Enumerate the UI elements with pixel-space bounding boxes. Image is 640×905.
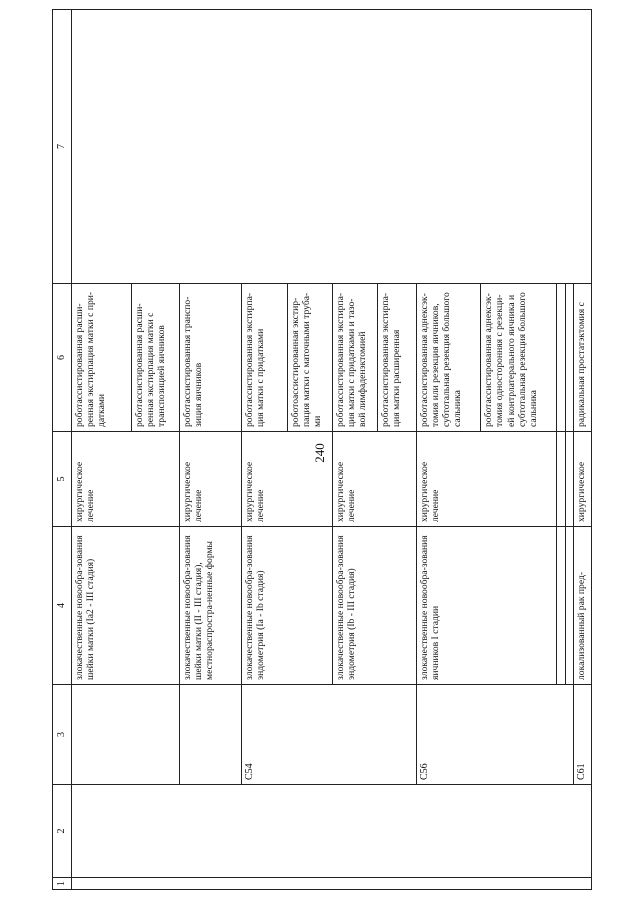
diagnosis-cell: злокачественные новообра-зования яичников I стадии (416, 527, 556, 685)
diagnosis-cell: злокачественные новообра-зования шейки матки (Ia2 - III стадия) (72, 527, 180, 685)
col1-cell (72, 878, 592, 890)
method-cell: роботассистированная расши-ренная экстирпация матки с при-датками (72, 284, 132, 432)
method-cell: роботассистированная аднексэк-томия односторонняя с резекци-ей контрлатерального яичника и субтотальная резекция большого сальника (481, 284, 556, 432)
treatment-cell: хирургическое (574, 432, 592, 527)
col-header-7: 7 (53, 10, 72, 284)
col7-cell (72, 10, 592, 284)
col2-cell (72, 785, 592, 878)
treatment-cell: хирургическое лечение (242, 432, 333, 527)
col-header-4: 4 (53, 527, 72, 685)
method-cell: роботассистированная экстирпа-ция матки расширенная (378, 284, 417, 432)
code-cell: C54 (242, 685, 417, 785)
treatment-cell (556, 432, 565, 527)
treatment-cell: хирургическое лечение (332, 432, 416, 527)
method-cell: роботассистированная аднексэк-томия или резекция яичников, субтотальная резекция большого сальника (416, 284, 481, 432)
treatment-cell: хирургическое лечение (179, 432, 242, 527)
code-cell (72, 685, 180, 785)
diagnosis-cell: злокачественные новообра-зования шейки матки (II - III стадия), местнораспростра-ненные формы (179, 527, 242, 685)
treatment-cell: хирургическое лечение (72, 432, 180, 527)
method-cell: радикальная простатэктомия с (574, 284, 592, 432)
method-cell: роботоассистированная экстир-пация матки с маточными труба-ми (287, 284, 332, 432)
header-row (53, 10, 72, 890)
diagnosis-cell (565, 527, 574, 685)
treatment-cell: хирургическое лечение (416, 432, 556, 527)
method-cell: роботассистированная экстирпа-ция матки с придатками и тазо-вой лимфаденэктомией (332, 284, 377, 432)
diagnosis-cell: локализованный рак пред- (574, 527, 592, 685)
col-header-6: 6 (53, 284, 72, 432)
col-header-1: 1 (53, 878, 72, 890)
diagnosis-cell (556, 527, 565, 685)
diagnosis-cell: злокачественные новообра-зования эндометрия (Ib - III стадия) (332, 527, 416, 685)
table-row (72, 10, 132, 890)
treatment-table (52, 9, 592, 890)
col-header-3: 3 (53, 685, 72, 785)
code-cell: C61 (574, 685, 592, 785)
col-header-5: 5 (53, 432, 72, 527)
method-cell (556, 284, 565, 432)
page-number: 240 (312, 443, 327, 463)
medical-table (52, 10, 592, 890)
treatment-cell (565, 432, 574, 527)
diagnosis-cell: злокачественные новообра-зования эндометрия (Ia - Ib стадия) (242, 527, 333, 685)
col-header-2: 2 (53, 785, 72, 878)
code-cell: C56 (416, 685, 573, 785)
code-cell (179, 685, 242, 785)
method-cell (565, 284, 574, 432)
method-cell: роботассистированная транспо-зиция яичников (179, 284, 242, 432)
method-cell: роботассистированная экстирпа-ция матки с придатками (242, 284, 287, 432)
method-cell: роботассистированная расши-ренная экстирпация матки с транспозицией яичников (132, 284, 179, 432)
